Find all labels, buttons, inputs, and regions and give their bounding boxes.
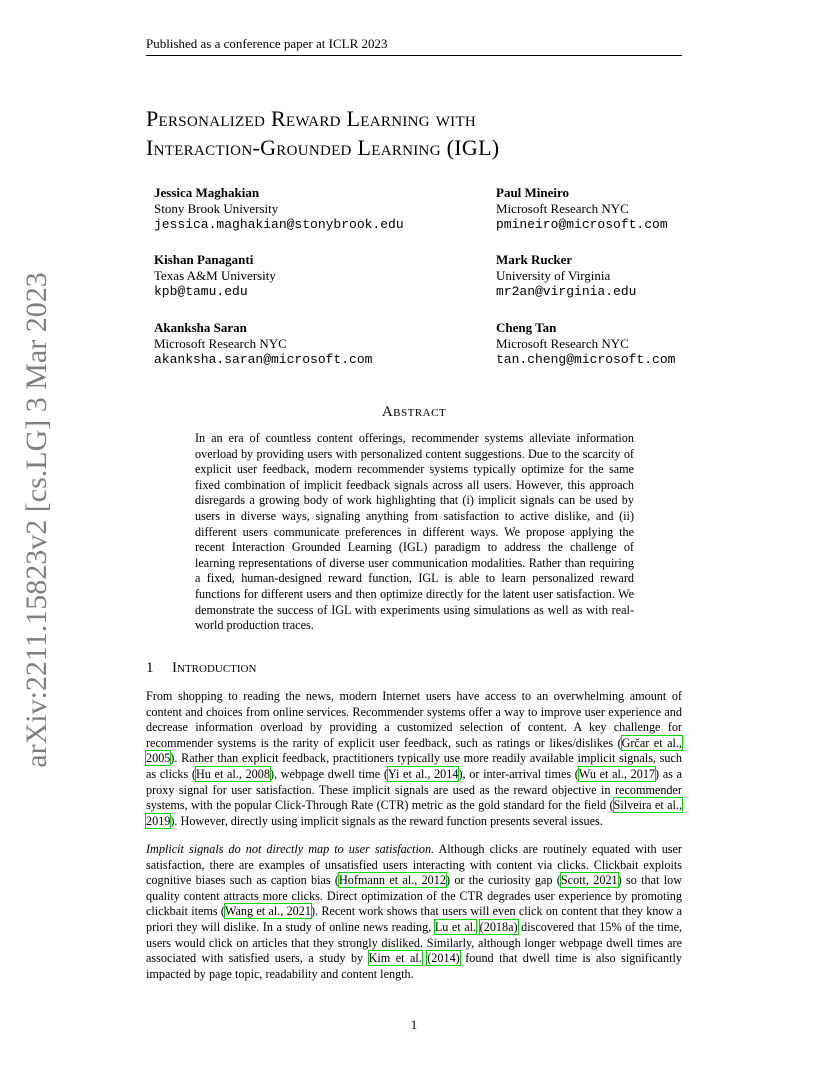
paragraph-text: From shopping to reading the news, modern Internet users have access to an overwhelming amount of content and choices from online services. Recommender systems offer a way to improve user experience and decrease information overload by providing a customized selection of content. A key challenge for recommender systems is the rarity of explicit user feedback, such as ratings or likes/dislikes ( — [146, 689, 682, 750]
paragraph-text: ), webpage dwell time ( — [269, 766, 388, 781]
citation-link[interactable]: Hu et al., 2008 — [195, 766, 270, 781]
citation-link[interactable]: Wang et al., 2021 — [224, 904, 311, 919]
paragraph-text: Although clicks are routinely equated with user satisfaction, there are examples of unsatisfied users interacting with content via clicks. Clickbait exploits cognitive biases such as caption bias ( — [146, 842, 682, 888]
paragraph-text: ) as a proxy signal for user satisfaction. These implicit signals are used as the reward objective in recommender systems, with the popular Click-Through Rate (CTR) metric as the gold standard for the field ( — [146, 766, 682, 813]
citation-link[interactable]: Scott, 2021 — [560, 873, 618, 888]
author-email[interactable]: kpb@tamu.edu — [154, 284, 248, 299]
intro-paragraph-2 — [146, 842, 682, 982]
author-affiliation: Stony Brook University — [154, 201, 279, 216]
intro-paragraph-1 — [146, 689, 682, 829]
author-email[interactable]: mr2an@virginia.edu — [496, 284, 637, 299]
author-block — [496, 320, 675, 368]
citation-link[interactable]: (2018a) — [479, 919, 518, 934]
citation-link[interactable]: Yi et al., 2014 — [387, 766, 459, 781]
author-block — [154, 185, 404, 233]
paragraph-text: discovered that 15% of the time, users would click on articles that they strongly disliked. Similarly, although longer webpage dwell times are associated with satisfied users, a study by — [146, 919, 683, 966]
author-block — [154, 320, 372, 368]
section-title: Introduction — [172, 660, 257, 676]
author-block — [496, 185, 668, 233]
paragraph-lead: Implicit signals do not directly map to user satisfaction. — [146, 842, 435, 856]
author-block — [154, 252, 276, 300]
paragraph-text: found that dwell time is also significantly impacted by page topic, readability and content length. — [146, 951, 683, 981]
citation-link[interactable]: Hofmann et al., 2012 — [338, 873, 446, 888]
abstract-text: In an era of countless content offerings, recommender systems alleviate information overload by providing users with personalized content suggestions. Due to the scarcity of explicit user feedback, modern recommender systems typically optimize for the same fixed combination of implicit feedback signals across all users. However, this approach disregards a growing body of work highlighting that (i) implicit signals can be used by users in diverse ways, signaling anything from satisfaction to active dislike, and (ii) different users communicate preferences in different ways. We propose applying the recent Interaction Grounded Learning (IGL) paradigm to address the challenge of learning representations of diverse user communication modalities. Rather than requiring a fixed, human-designed reward function, IGL is able to learn personalized reward functions for different users and then optimize directly for the latent user satisfaction. We demonstrate the success of IGL with experiments using simulations as well as with real-world production traces. — [195, 431, 634, 633]
author-email[interactable]: jessica.maghakian@stonybrook.edu — [154, 217, 404, 232]
author-name: Mark Rucker — [496, 252, 573, 267]
author-name: Kishan Panaganti — [154, 252, 254, 267]
author-affiliation: Microsoft Research NYC — [496, 336, 629, 351]
paragraph-text: ) so that low quality content attracts more clicks. Direct optimization of the CTR degrades user experience by promoting clickbait items ( — [146, 873, 683, 919]
citation-link[interactable]: Wu et al., 2017 — [578, 766, 656, 781]
author-affiliation: University of Virginia — [496, 268, 611, 283]
author-email[interactable]: pmineiro@microsoft.com — [496, 217, 668, 232]
paragraph-text: ), or inter-arrival times ( — [458, 766, 579, 781]
abstract-heading: Abstract — [381, 404, 447, 420]
author-name: Cheng Tan — [496, 320, 557, 335]
page-number: 1 — [410, 1017, 418, 1032]
author-email[interactable]: akanksha.saran@microsoft.com — [154, 352, 373, 367]
citation-link[interactable]: Kim et al. — [368, 951, 422, 966]
author-name: Paul Mineiro — [496, 185, 570, 200]
section-heading — [146, 660, 256, 677]
citation-link[interactable]: Silveira et al., 2019 — [146, 798, 682, 828]
author-affiliation: Texas A&M University — [154, 268, 276, 283]
author-name: Jessica Maghakian — [154, 185, 260, 200]
author-name: Akanksha Saran — [154, 320, 247, 335]
section-number: 1 — [146, 660, 154, 676]
citation-link[interactable]: Lu et al. — [434, 919, 477, 934]
author-block — [496, 252, 636, 300]
author-affiliation: Microsoft Research NYC — [496, 201, 629, 216]
paragraph-text: ). However, directly using implicit signals as the reward function presents several issues. — [170, 813, 603, 828]
paragraph-text: ) or the curiosity gap ( — [445, 873, 561, 888]
paragraph-text: ). Rather than explicit feedback, practitioners typically use more readily available implicit signals, such as clicks ( — [146, 751, 682, 781]
author-affiliation: Microsoft Research NYC — [154, 336, 287, 351]
citation-link[interactable]: (2014) — [427, 951, 460, 966]
title-line-2: Interaction-Grounded Learning (IGL) — [146, 135, 500, 160]
arxiv-identifier: arXiv:2211.15823v2 [cs.LG] 3 Mar 2023 — [20, 272, 53, 768]
paragraph-text: ). Recent work shows that users will even click on content that they know a priori they will dislike. In a study of online news reading, — [146, 904, 682, 934]
running-header: Published as a conference paper at ICLR 2023 — [146, 36, 682, 56]
author-email[interactable]: tan.cheng@microsoft.com — [496, 352, 676, 367]
citation-link[interactable]: Grčar et al., 2005 — [146, 735, 682, 766]
title-line-1: Personalized Reward Learning with — [146, 106, 477, 131]
paper-title — [146, 104, 686, 162]
